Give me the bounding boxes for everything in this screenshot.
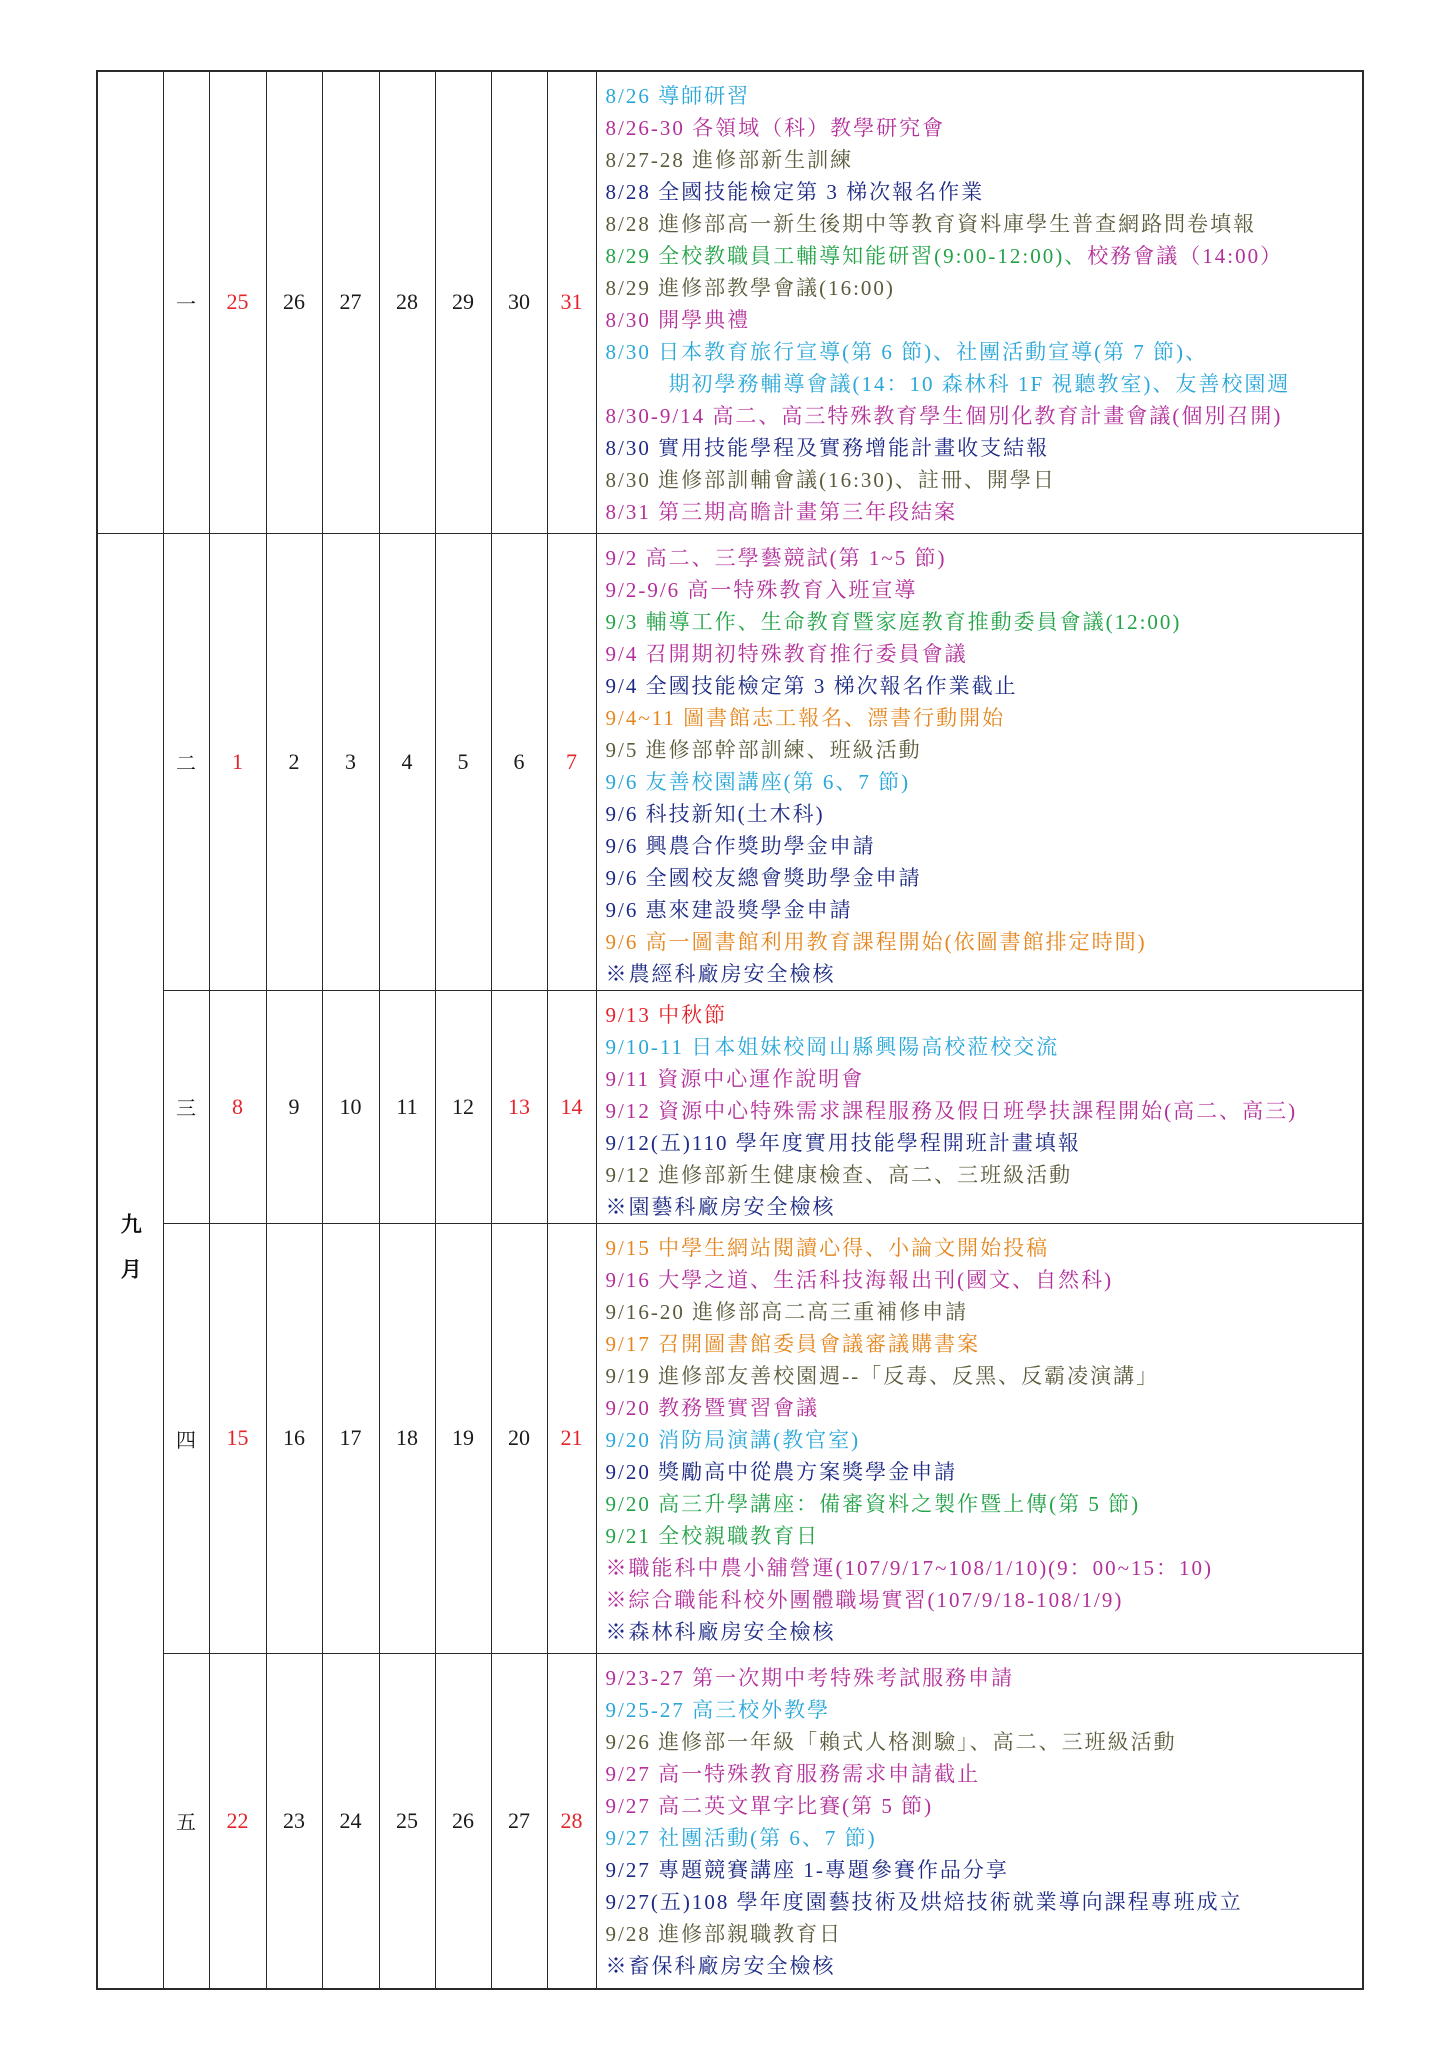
day-cell: 6 bbox=[491, 533, 547, 990]
week-number: 四 bbox=[163, 1223, 209, 1653]
day-cell: 31 bbox=[547, 71, 596, 533]
event-line bbox=[606, 766, 1363, 798]
event-text: 9/4~11 圖書館志工報名、漂書行動開始 bbox=[605, 705, 1006, 730]
event-text: 9/16-20 進修部高二高三重補修申請 bbox=[605, 1299, 969, 1324]
day-cell: 17 bbox=[322, 1223, 379, 1653]
event-line bbox=[606, 1886, 1363, 1918]
event-line bbox=[606, 734, 1363, 766]
event-line bbox=[606, 798, 1363, 830]
event-text: 9/27 社團活動(第 6、7 節) bbox=[605, 1825, 877, 1850]
event-line bbox=[606, 1854, 1363, 1886]
calendar-body bbox=[97, 71, 1363, 1989]
event-line bbox=[606, 862, 1363, 894]
week-number: 三 bbox=[163, 990, 209, 1223]
event-text: 9/21 全校親職教育日 bbox=[605, 1523, 820, 1548]
event-text: 8/30 開學典禮 bbox=[605, 308, 751, 332]
event-line bbox=[606, 1758, 1363, 1790]
event-text: 8/28 全國技能檢定第 3 梯次報名作業 bbox=[605, 180, 985, 204]
event-text: 8/30 進修部訓輔會議(16:30)、註冊、開學日 bbox=[605, 468, 1056, 492]
event-line bbox=[606, 1296, 1363, 1328]
day-cell: 8 bbox=[209, 990, 266, 1223]
event-text: ※職能科中農小舖營運(107/9/17~108/1/10)(9：00~15：10) bbox=[605, 1555, 1214, 1580]
event-text: 9/12 進修部新生健康檢查、高二、三班級活動 bbox=[605, 1162, 1073, 1187]
day-cell: 22 bbox=[209, 1653, 266, 1989]
event-text: 9/17 召開圖書館委員會議審議購書案 bbox=[605, 1331, 981, 1356]
event-line bbox=[606, 176, 1363, 208]
event-text: 9/12(五)110 學年度實用技能學程開班計畫填報 bbox=[605, 1130, 1081, 1155]
week-number: 五 bbox=[163, 1653, 209, 1989]
event-line bbox=[606, 1456, 1363, 1488]
day-cell: 13 bbox=[491, 990, 547, 1223]
day-cell: 25 bbox=[209, 71, 266, 533]
event-line bbox=[606, 1662, 1363, 1694]
event-text: 9/20 消防局演講(教官室) bbox=[605, 1427, 861, 1452]
event-line bbox=[606, 1063, 1363, 1095]
day-cell: 30 bbox=[491, 71, 547, 533]
day-cell: 11 bbox=[379, 990, 435, 1223]
event-text: 期初學務輔導會議(14：10 森林科 1F 視聽教室)、友善校園週 bbox=[668, 372, 1291, 396]
event-text: 9/23-27 第一次期中考特殊考試服務申請 bbox=[605, 1665, 1015, 1690]
event-line bbox=[606, 999, 1363, 1031]
events-cell bbox=[596, 1223, 1363, 1653]
school-calendar-table bbox=[96, 70, 1364, 1990]
event-line bbox=[606, 1360, 1363, 1392]
day-cell: 28 bbox=[547, 1653, 596, 1989]
week-row bbox=[97, 533, 1363, 990]
event-line bbox=[606, 670, 1363, 702]
event-line bbox=[606, 926, 1363, 958]
month-cell-empty bbox=[97, 71, 163, 533]
events-cell bbox=[596, 990, 1363, 1223]
event-line bbox=[606, 112, 1363, 144]
day-cell: 14 bbox=[547, 990, 596, 1223]
week-number: 二 bbox=[163, 533, 209, 990]
event-text: 8/26-30 各領域（科）教學研究會 bbox=[605, 116, 946, 140]
day-cell: 27 bbox=[491, 1653, 547, 1989]
event-text: 9/5 進修部幹部訓練、班級活動 bbox=[605, 737, 922, 762]
event-line bbox=[606, 1822, 1363, 1854]
day-cell: 3 bbox=[322, 533, 379, 990]
event-text: 9/15 中學生網站閱讀心得、小論文開始投稿 bbox=[605, 1235, 1050, 1260]
event-line bbox=[606, 1616, 1363, 1648]
events-cell bbox=[596, 533, 1363, 990]
event-text: 8/29 進修部教學會議(16:00) bbox=[605, 276, 895, 300]
day-cell: 7 bbox=[547, 533, 596, 990]
event-line bbox=[606, 1488, 1363, 1520]
event-line bbox=[606, 1584, 1363, 1616]
event-line bbox=[606, 240, 1363, 272]
event-text: 9/20 教務暨實習會議 bbox=[605, 1395, 820, 1420]
event-text: ※綜合職能科校外團體職場實習(107/9/18-108/1/9) bbox=[605, 1587, 1124, 1612]
event-text: ※農經科廠房安全檢核 bbox=[605, 961, 836, 986]
week-number: 一 bbox=[163, 71, 209, 533]
week-row bbox=[97, 990, 1363, 1223]
event-text: 9/16 大學之道、生活科技海報出刊(國文、自然科) bbox=[605, 1267, 1114, 1292]
event-text: 8/26 導師研習 bbox=[605, 84, 751, 108]
event-text: 9/6 友善校園講座(第 6、7 節) bbox=[605, 769, 911, 794]
event-line bbox=[606, 830, 1363, 862]
day-cell: 2 bbox=[266, 533, 322, 990]
event-line bbox=[606, 336, 1363, 368]
event-text: 8/30 實用技能學程及實務增能計畫收支結報 bbox=[605, 436, 1050, 460]
event-text: 8/30-9/14 高二、高三特殊教育學生個別化教育計畫會議(個別召開) bbox=[605, 404, 1283, 428]
month-label: 九月 bbox=[118, 1213, 144, 1304]
event-text: 9/26 進修部一年級「賴式人格測驗」、高二、三班級活動 bbox=[605, 1729, 1177, 1754]
day-cell: 26 bbox=[266, 71, 322, 533]
event-line bbox=[606, 1918, 1363, 1950]
event-line bbox=[606, 1790, 1363, 1822]
event-line bbox=[606, 958, 1363, 990]
event-line bbox=[606, 1232, 1363, 1264]
event-line bbox=[606, 1127, 1363, 1159]
event-text: ※園藝科廠房安全檢核 bbox=[605, 1194, 836, 1219]
day-cell: 18 bbox=[379, 1223, 435, 1653]
event-line bbox=[606, 1520, 1363, 1552]
event-text: 9/6 興農合作獎助學金申請 bbox=[605, 833, 876, 858]
event-line bbox=[606, 574, 1363, 606]
event-text: 9/3 輔導工作、生命教育暨家庭教育推動委員會議(12:00) bbox=[605, 609, 1182, 634]
event-line bbox=[606, 464, 1363, 496]
event-text: 校務會議（14:00） bbox=[1087, 244, 1284, 268]
day-cell: 19 bbox=[435, 1223, 491, 1653]
day-cell: 26 bbox=[435, 1653, 491, 1989]
event-line bbox=[606, 80, 1363, 112]
event-text: 9/19 進修部友善校園週--「反毒、反黑、反霸凌演講」 bbox=[605, 1363, 1160, 1388]
day-cell: 1 bbox=[209, 533, 266, 990]
day-cell: 20 bbox=[491, 1223, 547, 1653]
event-line bbox=[606, 496, 1363, 528]
event-text: 9/20 獎勵高中從農方案獎學金申請 bbox=[605, 1459, 958, 1484]
month-cell bbox=[97, 533, 163, 1989]
day-cell: 25 bbox=[379, 1653, 435, 1989]
event-line bbox=[606, 1095, 1363, 1127]
event-line bbox=[606, 432, 1363, 464]
event-text: 9/6 科技新知(土木科) bbox=[605, 801, 825, 826]
event-line bbox=[606, 208, 1363, 240]
event-line bbox=[606, 1031, 1363, 1063]
event-text: 9/12 資源中心特殊需求課程服務及假日班學扶課程開始(高二、高三) bbox=[605, 1098, 1298, 1123]
event-line bbox=[606, 144, 1363, 176]
day-cell: 28 bbox=[379, 71, 435, 533]
day-cell: 12 bbox=[435, 990, 491, 1223]
events-cell bbox=[596, 71, 1363, 533]
event-text: 9/27 專題競賽講座 1-專題參賽作品分享 bbox=[605, 1857, 1009, 1882]
day-cell: 24 bbox=[322, 1653, 379, 1989]
event-text: 9/6 惠來建設獎學金申請 bbox=[605, 897, 853, 922]
event-line bbox=[606, 1424, 1363, 1456]
event-line bbox=[606, 702, 1363, 734]
event-text: 9/2 高二、三學藝競試(第 1~5 節) bbox=[605, 545, 947, 570]
event-text: 9/27 高一特殊教育服務需求申請截止 bbox=[605, 1761, 981, 1786]
event-line bbox=[606, 1694, 1363, 1726]
week-row bbox=[97, 1223, 1363, 1653]
event-text: 8/27-28 進修部新生訓練 bbox=[605, 148, 854, 172]
day-cell: 4 bbox=[379, 533, 435, 990]
event-text: 9/4 全國技能檢定第 3 梯次報名作業截止 bbox=[605, 673, 1018, 698]
events-cell bbox=[596, 1653, 1363, 1989]
event-text: ※森林科廠房安全檢核 bbox=[605, 1619, 836, 1644]
day-cell: 23 bbox=[266, 1653, 322, 1989]
day-cell: 21 bbox=[547, 1223, 596, 1653]
event-text: 9/20 高三升學講座：備審資料之製作暨上傳(第 5 節) bbox=[605, 1491, 1141, 1516]
event-text: 9/11 資源中心運作說明會 bbox=[605, 1066, 865, 1091]
event-line bbox=[606, 1950, 1363, 1982]
event-line bbox=[606, 272, 1363, 304]
event-text: 9/13 中秋節 bbox=[605, 1002, 728, 1027]
week-row bbox=[97, 71, 1363, 533]
event-text: 9/4 召開期初特殊教育推行委員會議 bbox=[605, 641, 968, 666]
event-text: 9/27 高二英文單字比賽(第 5 節) bbox=[605, 1793, 934, 1818]
event-line bbox=[606, 400, 1363, 432]
event-text: 8/28 進修部高一新生後期中等教育資料庫學生普查網路問卷填報 bbox=[605, 212, 1257, 236]
day-cell: 16 bbox=[266, 1223, 322, 1653]
day-cell: 9 bbox=[266, 990, 322, 1223]
event-line bbox=[606, 894, 1363, 926]
event-line bbox=[606, 1726, 1363, 1758]
event-text: 8/29 全校教職員工輔導知能研習(9:00-12:00)、 bbox=[605, 244, 1088, 268]
event-line bbox=[606, 1328, 1363, 1360]
event-text: 9/6 高一圖書館利用教育課程開始(依圖書館排定時間) bbox=[605, 929, 1147, 954]
event-line bbox=[606, 638, 1363, 670]
event-line bbox=[606, 1392, 1363, 1424]
week-row bbox=[97, 1653, 1363, 1989]
day-cell: 5 bbox=[435, 533, 491, 990]
event-text: 9/25-27 高三校外教學 bbox=[605, 1697, 831, 1722]
event-line bbox=[606, 304, 1363, 336]
event-line bbox=[606, 1264, 1363, 1296]
event-text: 9/6 全國校友總會獎助學金申請 bbox=[605, 865, 922, 890]
event-text: ※畜保科廠房安全檢核 bbox=[605, 1953, 836, 1978]
event-line bbox=[606, 1191, 1363, 1223]
event-text: 8/30 日本教育旅行宣導(第 6 節)、社團活動宣導(第 7 節)、 bbox=[605, 340, 1209, 364]
event-text: 9/2-9/6 高一特殊教育入班宣導 bbox=[605, 577, 918, 602]
event-line bbox=[606, 1159, 1363, 1191]
event-line bbox=[606, 1552, 1363, 1584]
day-cell: 27 bbox=[322, 71, 379, 533]
event-text: 9/28 進修部親職教育日 bbox=[605, 1921, 843, 1946]
event-line bbox=[606, 542, 1363, 574]
day-cell: 15 bbox=[209, 1223, 266, 1653]
event-line bbox=[606, 606, 1363, 638]
event-text: 9/10-11 日本姐妹校岡山縣興陽高校蒞校交流 bbox=[605, 1034, 1060, 1059]
event-text: 9/27(五)108 學年度園藝技術及烘焙技術就業導向課程專班成立 bbox=[605, 1889, 1243, 1914]
day-cell: 29 bbox=[435, 71, 491, 533]
event-line bbox=[606, 368, 1363, 400]
event-text: 8/31 第三期高瞻計畫第三年段結案 bbox=[605, 500, 958, 524]
day-cell: 10 bbox=[322, 990, 379, 1223]
